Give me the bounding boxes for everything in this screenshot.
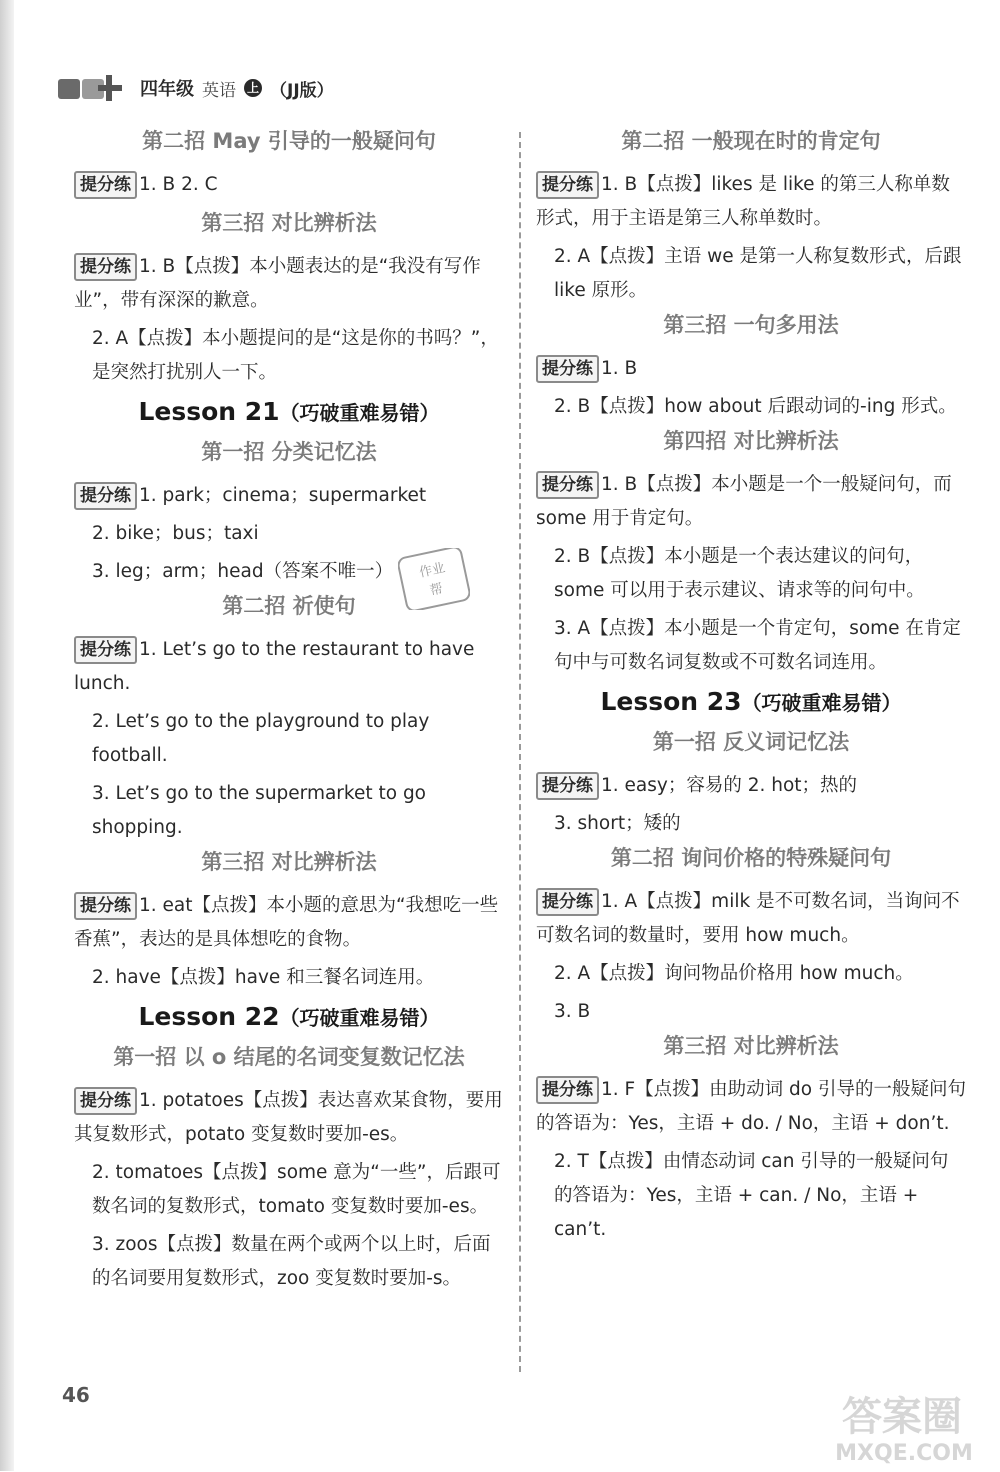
- answer-item: 提分练 1. B 2. C: [74, 168, 504, 202]
- section-title: 第一招 以 o 结尾的名词变复数记忆法: [113, 1045, 465, 1069]
- header-volume-badge: 上: [244, 79, 262, 97]
- left-column: [74, 128, 504, 1300]
- answer-item: 2. Let’s go to the playground to play football.: [92, 711, 430, 766]
- section-title: 第三招 对比辨析法: [201, 850, 377, 874]
- practice-tag: 提分练: [536, 772, 599, 800]
- section-title: 第三招 对比辨析法: [201, 211, 377, 235]
- section-title: 第二招 May 引导的一般疑问句: [142, 129, 436, 153]
- page-number: 46: [62, 1383, 90, 1407]
- column-divider: [519, 132, 521, 1372]
- scan-edge: [0, 0, 14, 1471]
- practice-tag: 提分练: [536, 355, 599, 383]
- practice-tag: 提分练: [74, 636, 137, 664]
- answer-item: 提分练 1. B: [536, 352, 966, 386]
- answer-item: 3. leg；arm；head（答案不唯一）: [92, 561, 394, 582]
- answer-item: 提分练 1. B【点拨】likes 是 like 的第三人称单数形式，用于主语是第三人称单数时。: [536, 168, 966, 236]
- practice-tag: 提分练: [74, 892, 137, 920]
- lesson-title: Lesson 23（巧破重难易错）: [600, 687, 902, 716]
- answer-item: 3. zoos【点拨】数量在两个或两个以上时，后面的名词要用复数形式，zoo 变复数时要加-s。: [92, 1234, 491, 1289]
- practice-tag: 提分练: [74, 253, 137, 281]
- answer-item: 提分练 1. F【点拨】由助动词 do 引导的一般疑问句的答语为：Yes，主语 + do. / No，主语 + don’t.: [536, 1073, 966, 1141]
- section-title: 第一招 反义词记忆法: [652, 730, 850, 754]
- answer-item: 3. Let’s go to the supermarket to go shopping.: [92, 783, 427, 838]
- practice-tag: 提分练: [74, 482, 137, 510]
- svg-text:MXQE.COM: MXQE.COM: [835, 1441, 973, 1466]
- right-column: [536, 128, 966, 1251]
- answer-item: 2. have【点拨】have 和三餐名词连用。: [92, 967, 435, 988]
- answer-item: 3. A【点拨】本小题是一个肯定句，some 在肯定句中与可数名词复数或不可数名词连用。: [554, 618, 961, 673]
- section-title: 第二招 一般现在时的肯定句: [621, 129, 881, 153]
- answer-item: 2. A【点拨】本小题提问的是“这是你的书吗？”，是突然打扰别人一下。: [92, 328, 499, 383]
- header-edition: （JJ版）: [270, 80, 334, 101]
- lesson-title: Lesson 21（巧破重难易错）: [138, 397, 440, 426]
- header-subject: 英语: [202, 80, 236, 101]
- answer-item: 2. bike；bus；taxi: [92, 523, 259, 544]
- header-grade: 四年级: [140, 79, 194, 100]
- answer-item: 2. A【点拨】询问物品价格用 how much。: [554, 963, 914, 984]
- brand-logo-icon: [58, 73, 132, 103]
- practice-tag: 提分练: [74, 1087, 137, 1115]
- answer-item: 提分练 1. A【点拨】milk 是不可数名词，当询问不可数名词的数量时，要用 how much。: [536, 885, 966, 953]
- answer-item: 提分练 1. B【点拨】本小题表达的是“我没有写作业”，带有深深的歉意。: [74, 250, 504, 318]
- answer-item: 提分练 1. B【点拨】本小题是一个一般疑问句，而 some 用于肯定句。: [536, 468, 966, 536]
- answer-item: 2. T【点拨】由情态动词 can 引导的一般疑问句的答语为：Yes，主语 + can. / No，主语 + can’t.: [554, 1151, 949, 1240]
- svg-text:帮: 帮: [428, 581, 445, 599]
- page-header: [58, 68, 334, 108]
- practice-tag: 提分练: [536, 1076, 599, 1104]
- svg-text:作业: 作业: [417, 560, 447, 581]
- section-title: 第二招 祈使句: [222, 594, 356, 618]
- section-title: 第二招 询问价格的特殊疑问句: [610, 846, 892, 870]
- answer-item: 2. tomatoes【点拨】some 意为“一些”，后跟可数名词的复数形式，tomato 变复数时要加-es。: [92, 1162, 501, 1217]
- answer-item: 提分练 1. Let’s go to the restaurant to have lunch.: [74, 633, 504, 701]
- answer-item: 3. short；矮的: [554, 813, 681, 834]
- practice-tag: 提分练: [536, 888, 599, 916]
- section-title: 第三招 对比辨析法: [663, 1034, 839, 1058]
- corner-watermark-logo: [812, 1380, 992, 1468]
- section-title: 第四招 对比辨析法: [663, 429, 839, 453]
- section-title: 第一招 分类记忆法: [201, 440, 377, 464]
- answer-item: 提分练 1. park；cinema；supermarket: [74, 479, 504, 513]
- lesson-title: Lesson 22（巧破重难易错）: [138, 1002, 440, 1031]
- answer-item: 2. B【点拨】本小题是一个表达建议的问句，some 可以用于表示建议、请求等的问句中。: [554, 546, 925, 601]
- answer-item: 提分练 1. easy；容易的 2. hot；热的: [536, 769, 966, 803]
- answer-item: 提分练 1. eat【点拨】本小题的意思为“我想吃一些香蕉”，表达的是具体想吃的食物。: [74, 889, 504, 957]
- practice-tag: 提分练: [536, 471, 599, 499]
- answer-item: 提分练 1. potatoes【点拨】表达喜欢某食物，要用其复数形式，potato 变复数时要加-es。: [74, 1084, 504, 1152]
- answer-item: 2. A【点拨】主语 we 是第一人称复数形式，后跟 like 原形。: [554, 246, 962, 301]
- section-title: 第三招 一句多用法: [663, 313, 839, 337]
- svg-text:答案圈: 答案圈: [842, 1394, 962, 1440]
- answer-item: 2. B【点拨】how about 后跟动词的-ing 形式。: [554, 396, 957, 417]
- stamp-icon: [398, 548, 470, 610]
- practice-tag: 提分练: [536, 171, 599, 199]
- practice-tag: 提分练: [74, 171, 137, 199]
- answer-item: 3. B: [554, 1001, 591, 1022]
